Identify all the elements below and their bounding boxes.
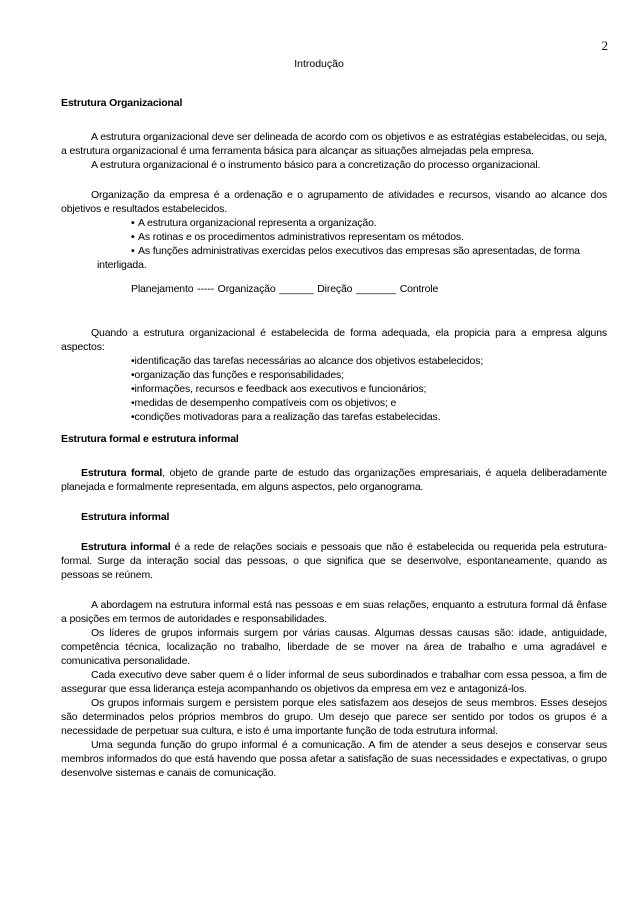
bullet-icon: •: [131, 245, 135, 257]
bullet-icon: •: [131, 411, 135, 423]
section-title: Estrutura formal e estrutura informal: [61, 433, 239, 445]
list-item: •condições motivadoras para a realização das tarefas estabelecidas.: [131, 411, 441, 423]
paragraph: Uma segunda função do grupo informal é a comunicação. A fim de atender a seus desejos e conservar seus membros informados do que está havendo que possa afetar a satisfação de suas necessidades e expectativas, o grupo desenvolve sistemas e canais de comunicação.: [61, 739, 607, 779]
term-bold: Estrutura formal: [81, 467, 163, 479]
paragraph: A estrutura organizacional deve ser delineada de acordo com os objetivos e as estratégias estabelecidas, ou seja, a estrutura organizacional é uma ferramenta básica para alcançar as situações almejadas pela empresa.: [61, 131, 607, 157]
bullet-icon: •: [131, 231, 135, 243]
document-body: [61, 96, 607, 780]
list-item: •identificação das tarefas necessárias ao alcance dos objetivos estabelecidos;: [131, 355, 484, 367]
aspects-list: [61, 354, 607, 424]
list-item: • As rotinas e os procedimentos administrativos representam os métodos.: [131, 231, 464, 243]
term-bold: Estrutura informal: [81, 541, 171, 553]
bullet-icon: •: [131, 355, 135, 367]
bullet-icon: •: [131, 383, 135, 395]
paragraph: A estrutura organizacional é o instrumento básico para a concretização do processo organizacional.: [91, 159, 541, 171]
paragraph: Os líderes de grupos informais surgem por várias causas. Algumas dessas causas são: idade, antiguidade, competência técnica, localização no trabalho, liberdade de se mover na área de trabalho e uma agradável e comunicativa personalidade.: [61, 627, 607, 667]
list-item: •medidas de desempenho compatíveis com os objetivos; e: [131, 397, 397, 409]
list-item: •organização das funções e responsabilidades;: [131, 369, 344, 381]
paragraph: Os grupos informais surgem e persistem porque eles satisfazem aos desejos de seus membros. Esses desejos são determinados pelos próprios membros do grupo. Um desejo que parece ser sentido por todos os grupos é a necessidade de perpetuar sua cultura, e isto é uma importante função de toda estrutura informal.: [61, 697, 607, 737]
paragraph: Estrutura formal, objeto de grande parte de estudo das organizações empresariais, é aquela deliberadamente planejada e formalmente representada, em alguns aspectos, pelo organograma.: [61, 467, 607, 493]
paragraph: Organização da empresa é a ordenação e o agrupamento de atividades e recursos, visando ao alcance dos objetivos e resultados estabelecidos.: [61, 189, 607, 215]
list-item-continuation: interligada.: [97, 259, 147, 271]
bullet-icon: •: [131, 217, 135, 229]
bullet-list: [61, 216, 607, 258]
list-item: • A estrutura organizacional representa a organização.: [131, 217, 377, 229]
bullet-icon: •: [131, 397, 135, 409]
section-title: Estrutura Organizacional: [61, 97, 183, 109]
page-number: 2: [601, 38, 608, 53]
paragraph: Quando a estrutura organizacional é estabelecida de forma adequada, ela propicia para a empresa alguns aspectos:: [61, 327, 607, 353]
running-head: Introdução: [294, 58, 344, 70]
process-sequence: Planejamento ----- Organização ______ Direção _______ Controle: [131, 283, 439, 295]
bullet-icon: •: [131, 369, 135, 381]
subsection-title: Estrutura informal: [81, 511, 170, 523]
paragraph: Cada executivo deve saber quem é o líder informal de seus subordinados e trabalhar com essa pessoa, a fim de assegurar que essa liderança esteja acompanhando os objetivos da empresa em vez e antagonizá-los.: [61, 669, 607, 695]
paragraph: A abordagem na estrutura informal está nas pessoas e em suas relações, enquanto a estrutura formal dá ênfase a posições em termos de autoridades e responsabilidades.: [61, 599, 607, 625]
list-item: • As funções administrativas exercidas pelos executivos das empresas são apresentadas, de forma: [131, 245, 580, 257]
list-item: •informações, recursos e feedback aos executivos e funcionários;: [131, 383, 427, 395]
paragraph: Estrutura informal é a rede de relações sociais e pessoais que não é estabelecida ou requerida pela estrutura-formal. Surge da interação social das pessoas, o que significa que se desenvolve, espontaneamente, quando as pessoas se reúnem.: [61, 541, 607, 581]
